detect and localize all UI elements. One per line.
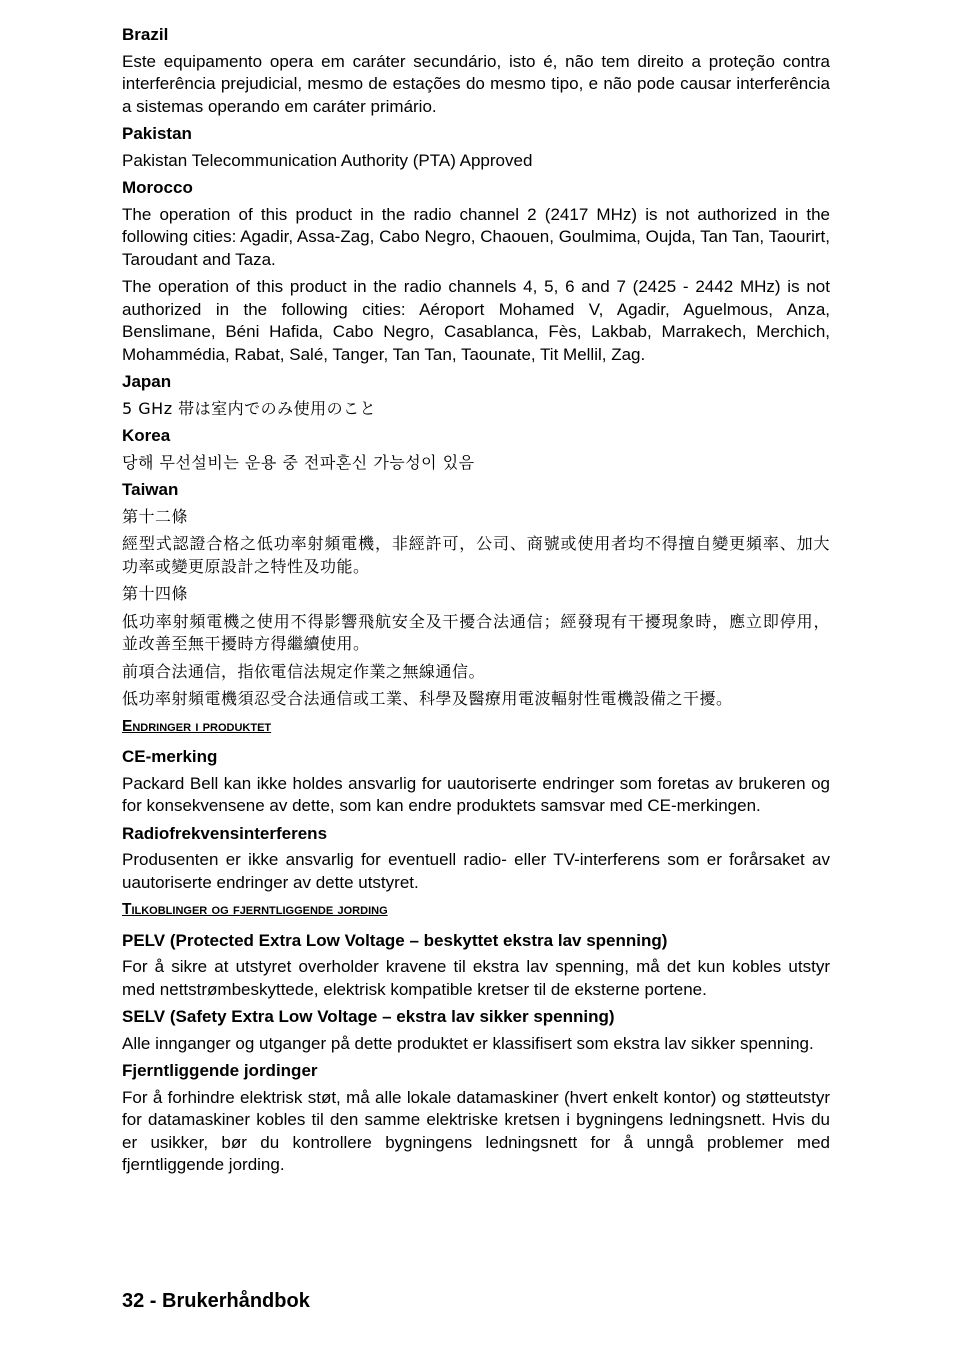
korea-heading: Korea [122, 426, 171, 445]
japan-text: 5 GHz 帯は室内でのみ使用のこと [122, 398, 377, 418]
taiwan-article-14: 第十四條 [122, 584, 189, 603]
ce-text: Packard Bell kan ikke holdes ansvarlig for uautoriserte endringer som foretas av brukeren og for konsekvensene av dette, som kan endre produktets samsvar med CE-merkingen. [122, 773, 830, 815]
morocco-text-2: The operation of this product in the radio channels 4, 5, 6 and 7 (2425 - 2442 MHz) is not authorized in the following cities: Aéroport Mohamed V, Agadir, Aguelmous, Anza, Benslimane, Béni Hafida, Cabo Negro, Casablanca, Fès, Lakbab, Marrakech, Merchich, Mohammédia, Rabat, Salé, Tanger, Tan Tan, Taounate, Tit Mellil, Zag. [122, 277, 830, 364]
fjern-heading: Fjerntliggende jordinger [122, 1061, 318, 1080]
japan-heading: Japan [122, 372, 172, 391]
brazil-text: Este equipamento opera em caráter secundário, isto é, não tem direito a proteção contra interferência prejudicial, mesmo de estações do mesmo tipo, e não pode causar interferência a sistemas operando em caráter primário. [122, 51, 830, 116]
morocco-heading: Morocco [122, 178, 193, 197]
korea-text: 당해 무선설비는 운용 중 전파혼신 가능성이 있음 [122, 452, 475, 472]
brazil-heading: Brazil [122, 25, 169, 44]
page-content [122, 24, 830, 1182]
taiwan-text-4: 低功率射頻電機須忍受合法通信或工業、科學及醫療用電波輻射性電機設備之干擾。 [122, 689, 733, 708]
ce-heading: CE-merking [122, 747, 218, 766]
pakistan-text: Pakistan Telecommunication Authority (PTA) Approved [122, 150, 533, 170]
pakistan-heading: Pakistan [122, 124, 192, 143]
tilkoblinger-section-title: Tilkoblinger og fjerntliggende jording [122, 901, 388, 918]
taiwan-text-2: 低功率射頻電機之使用不得影響飛航安全及干擾合法通信；經發現有干擾現象時，應立即停用，並改善至無干擾時方得繼續使用。 [122, 611, 830, 653]
page-footer: 32 - Brukerhåndbok [122, 1290, 310, 1312]
selv-text: Alle innganger og utganger på dette produktet er klassifisert som ekstra lav sikker spenning. [122, 1033, 814, 1053]
taiwan-text-1: 經型式認證合格之低功率射頻電機，非經許可，公司、商號或使用者均不得擅自變更頻率、加大功率或變更原設計之特性及功能。 [122, 534, 830, 576]
taiwan-text-3: 前項合法通信，指依電信法規定作業之無線通信。 [122, 661, 486, 681]
selv-heading: SELV (Safety Extra Low Voltage – ekstra lav sikker spenning) [122, 1007, 615, 1026]
taiwan-heading: Taiwan [122, 480, 179, 499]
fjern-text: For å forhindre elektrisk støt, må alle lokale datamaskiner (hvert enkelt kontor) og støtteutstyr for datamaskiner kobles til den samme elektriske kretsen i bygningens ledningsnett. Hvis du er usikker, bør du kontrollere bygningens ledningsnett for å unngå problemer med fjerntliggende jording. [122, 1087, 830, 1174]
pelv-text: For å sikre at utstyret overholder kravene til ekstra lav spenning, må det kun kobles utstyr med nettstrømbeskyttede, elektrisk kompatible kretser til de eksterne portene. [122, 957, 830, 999]
morocco-text-1: The operation of this product in the radio channel 2 (2417 MHz) is not authorized in the following cities: Agadir, Assa-Zag, Cabo Negro, Chaouen, Goulmima, Oujda, Tan Tan, Taourirt, Taroudant and Taza. [122, 204, 830, 269]
radio-text: Produsenten er ikke ansvarlig for eventuell radio- eller TV-interferens som er forårsaket av uautoriserte endringer av dette utstyret. [122, 850, 830, 892]
pelv-heading: PELV (Protected Extra Low Voltage – beskyttet ekstra lav spenning) [122, 930, 668, 950]
taiwan-article-12: 第十二條 [122, 506, 189, 526]
endringer-section-title: Endringer i produktet [122, 717, 272, 735]
radio-heading: Radiofrekvensinterferens [122, 823, 328, 843]
